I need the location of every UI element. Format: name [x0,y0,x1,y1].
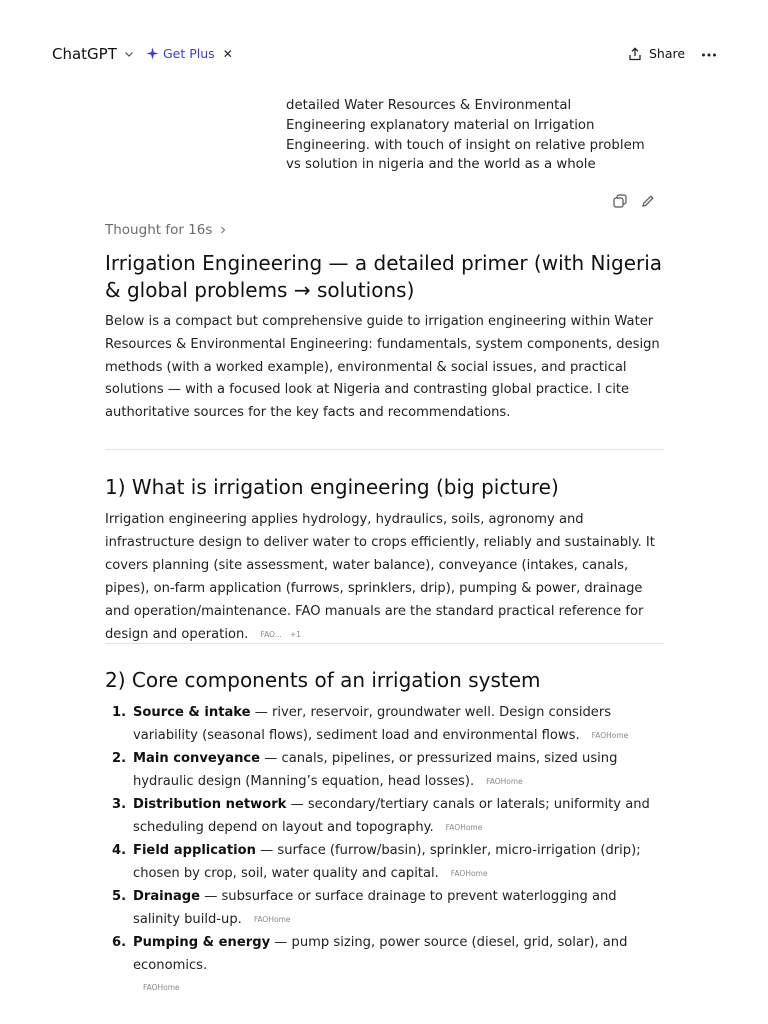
list-item [105,701,665,747]
list-number: 6. [112,935,127,950]
share-label: Share [649,46,686,61]
section-components [105,667,665,999]
list-term: Field application [133,843,256,858]
list-term: Drainage [133,889,201,904]
message-actions [612,193,656,209]
chevron-right-icon [218,225,228,235]
list-desc: — subsurface or surface drainage to prevent waterlogging and salinity build-up. [133,889,617,927]
citation-chip[interactable]: FAO... [260,630,282,639]
intro-paragraph: Below is a compact but comprehensive guide to irrigation engineering within Water Resources & Environmental Engineering: fundamentals, system components, design methods (with a worked example), environmental & social issues, and practical solutions — with a focused look at Nigeria and contrasting global practice. I cite authoritative sources for the key facts and recommendations. [105,314,660,421]
citation-chip[interactable]: FAOHome [591,731,629,740]
user-message: detailed Water Resources & Environmental Engineering explanatory material on Irrigation Engineering. with touch of insight on relative problem vs solution in nigeria and the world as a whole [286,98,645,173]
get-plus-label: Get Plus [163,46,215,61]
list-desc: — surface (furrow/basin), sprinkler, micro-irrigation (drip); chosen by crop, soil, water quality and capital. [133,843,641,881]
list-number: 3. [112,797,127,812]
list-number: 5. [112,889,127,904]
list-desc: — secondary/tertiary canals or laterals; uniformity and scheduling depend on layout and topography. [133,797,650,835]
divider [105,449,664,450]
components-list [105,701,665,999]
citation-chip[interactable]: FAOHome [450,869,488,878]
section-what-is [105,474,665,646]
thought-toggle[interactable] [105,222,228,238]
list-term: Distribution network [133,797,287,812]
thought-label: Thought for 16s [105,222,213,238]
list-desc: — pump sizing, power source (diesel, grid, solar), and economics. [133,935,628,973]
list-item [105,931,665,999]
get-plus-button[interactable] [146,46,233,61]
divider [105,643,664,644]
section-heading: 1) What is irrigation engineering (big picture) [105,475,559,499]
more-options-icon[interactable] [700,46,718,64]
assistant-response [105,250,665,425]
list-item [105,839,665,885]
citation-chip[interactable]: FAOHome [253,915,291,924]
list-term: Main conveyance [133,751,261,766]
citation-chip[interactable]: FAOHome [143,983,180,992]
list-desc: — river, reservoir, groundwater well. Design considers variability (seasonal flows), sediment load and environmental flows. [133,705,612,743]
list-item [105,747,665,793]
edit-icon[interactable] [640,193,656,209]
section-body-text: Irrigation engineering applies hydrology, hydraulics, soils, agronomy and infrastructure design to deliver water to crops efficiently, reliably and sustainably. It covers planning (site assessment, water balance), conveyance (intakes, canals, pipes), on-farm application (furrows, sprinklers, drip), pumping & power, drainage and operation/maintenance. FAO manuals are the standard practical reference for design and operation. [105,512,655,642]
sparkle-icon [146,47,159,60]
list-term: Source & intake [133,705,251,720]
app-title: ChatGPT [52,45,117,63]
citation-more[interactable]: +1 [289,630,301,639]
model-selector[interactable] [52,45,135,63]
list-item [105,793,665,839]
list-number: 2. [112,751,127,766]
response-title: Irrigation Engineering — a detailed primer (with Nigeria & global problems → solutions) [105,251,663,302]
section-heading: 2) Core components of an irrigation system [105,668,541,692]
close-icon[interactable]: ✕ [222,46,233,61]
share-button[interactable] [628,46,685,61]
share-icon [628,47,642,61]
list-number: 1. [112,705,127,720]
citation-chip[interactable]: FAOHome [486,777,523,786]
copy-icon[interactable] [612,193,628,209]
citation-chip[interactable]: FAOHome [445,823,483,832]
chevron-down-icon [123,48,135,60]
section-body [105,508,665,646]
list-item [105,885,665,931]
list-term: Pumping & energy [133,935,271,950]
list-number: 4. [112,843,127,858]
list-desc: — canals, pipelines, or pressurized mains, sized using hydraulic design (Manning’s equation, head losses). [133,751,618,789]
